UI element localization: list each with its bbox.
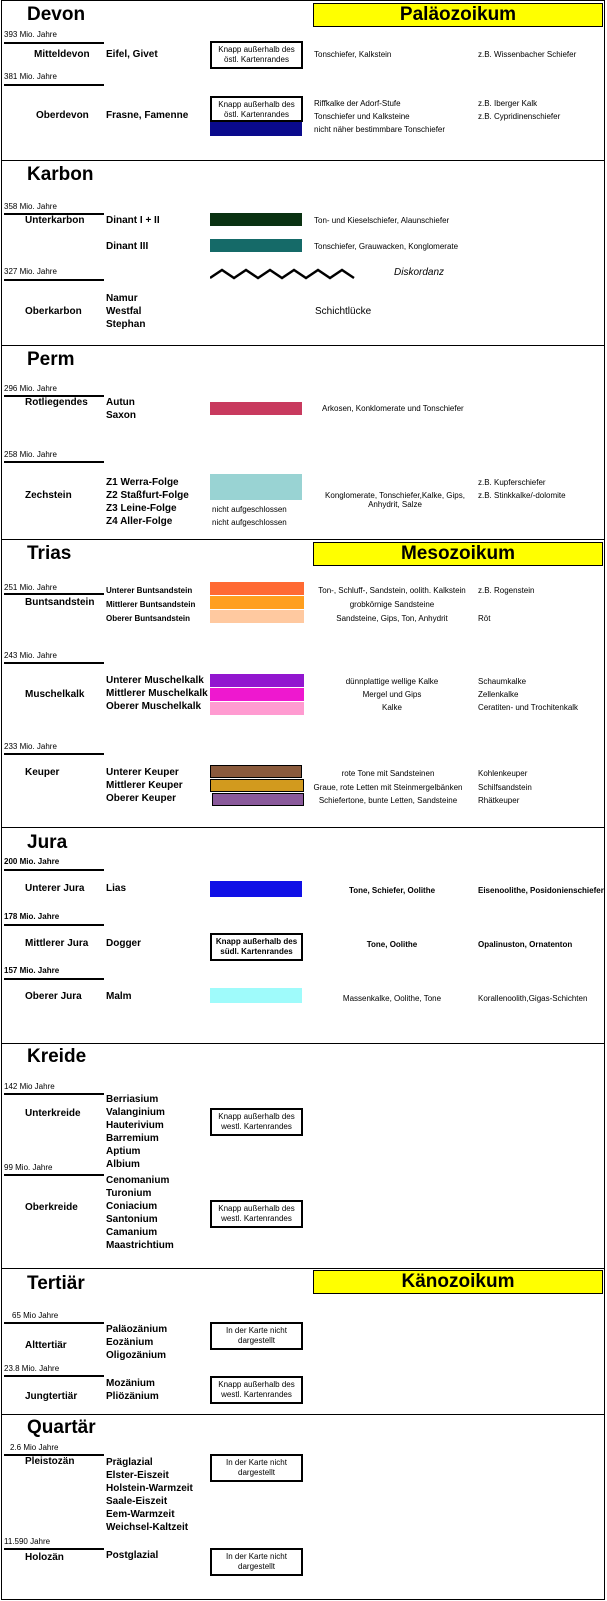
subperiod-label: Unterkreide: [25, 1108, 81, 1119]
date-label: 393 Mio. Jahre: [4, 30, 57, 39]
stage-list: Namur Westfal Stephan: [106, 293, 146, 330]
era-mesozoikum: Mesozoikum: [313, 542, 603, 566]
lithology-text: Mergel und Gips: [362, 690, 422, 699]
kreide-section: [1, 1043, 605, 1269]
stage-list: Präglazial Elster-Eiszeit Holstein-Warmzeit Saale-Eiszeit Eem-Warmzeit Weichsel-Kaltzeit: [106, 1457, 193, 1533]
lithology-text: Arkosen, Konklomerate und Tonschiefer: [322, 404, 464, 413]
date-label: 99 Mio. Jahre: [4, 1163, 53, 1172]
stage-list: Paläozänium Eozänium Oligozänium: [106, 1324, 168, 1361]
subperiod-label: Rotliegendes: [25, 397, 88, 408]
lithology-text: Tone, Schiefer, Oolithe: [348, 886, 436, 895]
bunt-mittlerer-color-bar: [210, 596, 304, 609]
not-shown-box: In der Karte nicht dargestellt: [210, 1322, 303, 1350]
boundary-line: [4, 662, 104, 664]
date-label: 243 Mio. Jahre: [4, 651, 57, 660]
outside-map-box: Knapp außerhalb des westl. Kartenrandes: [210, 1108, 303, 1136]
subperiod-label: Muschelkalk: [25, 689, 85, 700]
lithology-text: nicht näher bestimmbare Tonschiefer: [314, 125, 446, 134]
muschel-mittlerer-color-bar: [210, 688, 304, 701]
stage-label: Oberer Buntsandstein: [106, 614, 191, 623]
date-label: 65 Mio Jahre: [12, 1311, 59, 1320]
subperiod-label: Oberkreide: [25, 1202, 78, 1213]
devon-title: Devon: [27, 4, 86, 25]
boundary-line: [4, 279, 104, 281]
outside-map-box: Knapp außerhalb des südl. Kartenrandes: [210, 933, 303, 961]
boundary-line: [4, 1322, 104, 1324]
boundary-line: [4, 1174, 104, 1176]
stage-label: Unterer Buntsandstein: [106, 586, 193, 595]
subperiod-label: Holozän: [25, 1552, 64, 1563]
trias-title: Trias: [27, 543, 72, 564]
date-label: 251 Mio. Jahre: [4, 583, 57, 592]
date-label: 327 Mio. Jahre: [4, 267, 57, 276]
subperiod-label: Jungtertiär: [25, 1391, 78, 1402]
example-text: Opalinuston, Ornatenton: [478, 940, 573, 949]
outside-map-box: Knapp außerhalb des östl. Kartenrandes: [210, 96, 303, 122]
dinant3-color-bar: [210, 239, 302, 252]
lithology-text: Sandsteine, Gips, Ton, Anhydrit: [336, 614, 448, 623]
lithology-text: dünnplattige wellige Kalke: [345, 677, 439, 686]
boundary-line: [4, 1375, 104, 1377]
stage-label: Postglazial: [106, 1550, 159, 1561]
boundary-line: [4, 461, 104, 463]
stage-list: Mozänium Pliözänium: [106, 1378, 159, 1402]
boundary-line: [4, 593, 104, 595]
example-text: Eisenoolithe, Posidonienschiefer: [478, 886, 604, 895]
rotliegendes-color-bar: [210, 402, 302, 415]
outside-map-box: Knapp außerhalb des westl. Kartenrandes: [210, 1376, 303, 1404]
example-text: z.B. Stinkkalke/-dolomite: [478, 491, 566, 500]
lithology-text: Tonschiefer, Kalkstein: [314, 50, 392, 59]
kreide-title: Kreide: [27, 1046, 87, 1067]
subperiod-label: Mitteldevon: [34, 49, 90, 60]
example-text: Kohlenkeuper: [478, 769, 528, 778]
not-shown-box: In der Karte nicht dargestellt: [210, 1454, 303, 1482]
subperiod-label: Mittlerer Jura: [25, 938, 89, 949]
era-kaenozoikum: Känozoikum: [313, 1270, 603, 1294]
lithology-text: grobkörnige Sandsteine: [349, 600, 435, 609]
lias-color-bar: [210, 881, 302, 897]
boundary-line: [4, 84, 104, 86]
perm-title: Perm: [27, 349, 75, 370]
outside-map-box: Knapp außerhalb des östl. Kartenrandes: [210, 41, 303, 69]
stage-label: Lias: [106, 883, 127, 894]
subperiod-label: Zechstein: [25, 490, 72, 501]
date-label: 200 Mio. Jahre: [4, 857, 60, 866]
lithology-text: Ton-, Schluff-, Sandstein, oolith. Kalkstein: [318, 586, 466, 595]
muschel-unterer-color-bar: [210, 674, 304, 687]
subperiod-label: Buntsandstein: [25, 597, 95, 608]
stage-list: Cenomanium Turonium Coniacium Santonium Camanium Maastrichtium: [106, 1175, 174, 1251]
lithology-text: Tone, Oolithe: [366, 940, 418, 949]
date-label: 296 Mio. Jahre: [4, 384, 57, 393]
date-label: 258 Mio. Jahre: [4, 450, 57, 459]
subperiod-label: Oberkarbon: [25, 306, 82, 317]
date-label: 233 Mio. Jahre: [4, 742, 57, 751]
lithology-text: Massenkalke, Oolithe, Tone: [342, 994, 442, 1003]
muschel-oberer-color-bar: [210, 702, 304, 715]
boundary-line: [4, 869, 104, 871]
subperiod-label: Oberdevon: [36, 110, 89, 121]
example-text: z.B. Iberger Kalk: [478, 99, 538, 108]
lithology-text: Ton- und Kieselschiefer, Alaunschiefer: [314, 216, 450, 225]
date-label: 2.6 Mio Jahre: [10, 1443, 59, 1452]
date-label: 381 Mio. Jahre: [4, 72, 57, 81]
malm-color-bar: [210, 988, 302, 1003]
boundary-line: [4, 978, 104, 980]
stage-list: Autun Saxon: [106, 397, 137, 421]
example-text: z.B. Wissenbacher Schiefer: [478, 50, 577, 59]
era-paleozoikum: Paläozoikum: [313, 3, 603, 27]
date-label: 23.8 Mio. Jahre: [4, 1364, 60, 1373]
stage-label: Dogger: [106, 938, 141, 949]
subperiod-label: Oberer Jura: [25, 991, 82, 1002]
karbon-section: [1, 160, 605, 346]
example-text: Röt: [478, 614, 491, 623]
example-text: Ceratiten- und Trochitenkalk: [478, 703, 579, 712]
example-text: z.B. Kupferschiefer: [478, 478, 546, 487]
example-text: Schaumkalke: [478, 677, 527, 686]
quartaer-section: [1, 1414, 605, 1600]
not-shown-box: In der Karte nicht dargestellt: [210, 1548, 303, 1576]
jura-section: [1, 827, 605, 1044]
bunt-oberer-color-bar: [210, 610, 304, 623]
gap-label: Schichtlücke: [315, 306, 372, 317]
stage-label: Malm: [106, 991, 132, 1002]
stage-label: Eifel, Givet: [106, 49, 158, 60]
outside-map-box: Knapp außerhalb des westl. Kartenrandes: [210, 1200, 303, 1228]
subperiod-label: Pleistozän: [25, 1456, 75, 1467]
stage-list: Z1 Werra-Folge Z2 Staßfurt-Folge Z3 Leine-Folge Z4 Aller-Folge: [106, 477, 189, 527]
lithology-text: rote Tone mit Sandsteinen: [341, 769, 435, 778]
keuper-unterer-color-bar: [210, 765, 302, 778]
lithology-text: Tonschiefer, Grauwacken, Konglomerate: [314, 242, 459, 251]
example-text: Schilfsandstein: [478, 783, 532, 792]
keuper-oberer-color-bar: [212, 793, 304, 806]
tertiaer-title: Tertiär: [27, 1273, 85, 1294]
boundary-line: [4, 42, 104, 44]
not-exposed-label: nicht aufgeschlossen: [212, 518, 287, 527]
example-text: Rhätkeuper: [478, 796, 520, 805]
example-text: z.B. Rogenstein: [478, 586, 535, 595]
subperiod-label: Unterkarbon: [25, 215, 85, 226]
stage-label: Frasne, Famenne: [106, 110, 189, 121]
perm-section: [1, 345, 605, 540]
subperiod-label: Unterer Jura: [25, 883, 85, 894]
subperiod-label: Keuper: [25, 767, 60, 778]
boundary-line: [4, 924, 104, 926]
oberdevon-color-bar: [210, 122, 302, 136]
keuper-mittlerer-color-bar: [210, 779, 304, 792]
dinant1-color-bar: [210, 213, 302, 226]
example-text: z.B. Cypridinenschiefer: [478, 112, 561, 121]
boundary-line: [4, 1548, 104, 1550]
lithology-text: Schiefertone, bunte Letten, Sandsteine: [318, 796, 458, 805]
stage-label: Dinant III: [106, 241, 149, 252]
stage-label: Mittlerer Buntsandstein: [106, 600, 196, 609]
date-label: 178 Mio. Jahre: [4, 912, 60, 921]
lithology-text: Graue, rote Letten mit Steinmergelbänken: [313, 783, 463, 792]
date-label: 358 Mio. Jahre: [4, 202, 57, 211]
quartaer-title: Quartär: [27, 1417, 96, 1438]
jura-title: Jura: [27, 832, 68, 853]
date-label: 11.590 Jahre: [4, 1537, 51, 1546]
example-text: Korallenoolith,Gigas-Schichten: [478, 994, 588, 1003]
lithology-text: Riffkalke der Adorf-Stufe: [314, 99, 401, 108]
stage-list: Unterer Keuper Mittlerer Keuper Oberer Keuper: [106, 767, 183, 804]
diskordanz-label: Diskordanz: [394, 267, 445, 278]
zechstein-color-bar: [210, 474, 302, 500]
date-label: 142 Mio Jahre: [4, 1082, 55, 1091]
boundary-line: [4, 1093, 104, 1095]
unconformity-zigzag: [210, 266, 362, 282]
lithology-text: Tonschiefer und Kalksteine: [314, 112, 410, 121]
not-exposed-label: nicht aufgeschlossen: [212, 505, 287, 514]
date-label: 157 Mio. Jahre: [4, 966, 60, 975]
lithology-text: Kalke: [381, 703, 402, 712]
karbon-title: Karbon: [27, 164, 94, 185]
stage-list: Unterer Muschelkalk Mittlerer Muschelkalk Oberer Muschelkalk: [106, 675, 208, 712]
bunt-unterer-color-bar: [210, 582, 304, 595]
example-text: Zellenkalke: [478, 690, 519, 699]
subperiod-label: Alttertiär: [25, 1340, 67, 1351]
boundary-line: [4, 753, 104, 755]
stage-list: Berriasium Valanginium Hauterivium Barremium Aptium Albium: [106, 1094, 165, 1170]
lithology-text: Konglomerate, Tonschiefer,Kalke, Gips, Anhydrit, Salze: [325, 491, 465, 509]
stage-label: Dinant I + II: [106, 215, 160, 226]
